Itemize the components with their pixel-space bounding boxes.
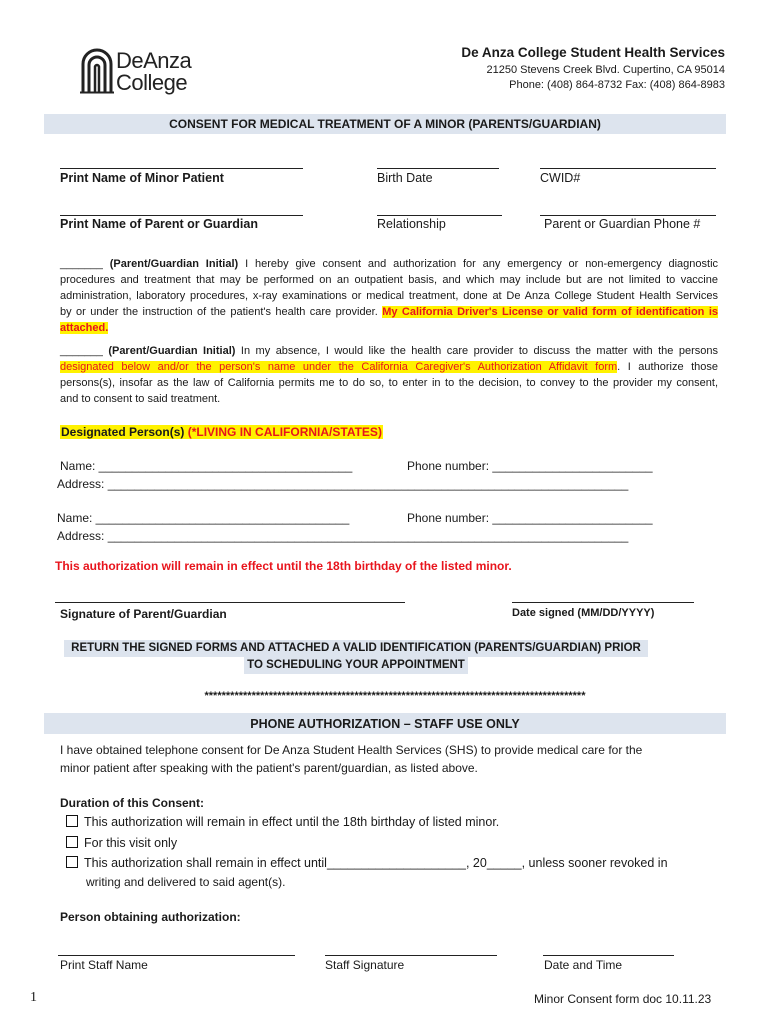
org-address: 21250 Stevens Creek Blvd. Cupertino, CA 95014 <box>486 64 725 76</box>
parent-signature-label: Signature of Parent/Guardian <box>60 607 227 621</box>
checkbox-icon[interactable] <box>66 856 78 868</box>
logo-text-line2: College <box>116 70 188 95</box>
designated-heading-text: Designated Person(s) <box>61 425 185 439</box>
id-attached-highlight: My California Driver's License or valid form of identification is <box>382 306 718 318</box>
page-number: 1 <box>30 990 37 1005</box>
option1-label: This authorization will remain in effect until the 18th birthday of listed minor. <box>84 815 500 829</box>
option3-continuation: writing and delivered to said agent(s). <box>86 875 286 889</box>
parent-name-line[interactable] <box>60 215 303 216</box>
para1-line1: I hereby give consent and authorization for any emergency or non-emergency diagnostic <box>245 258 719 270</box>
date-time-line[interactable] <box>543 955 674 956</box>
college-logo <box>80 46 200 98</box>
initial-label-1: (Parent/Guardian Initial) <box>109 258 239 270</box>
minor-name-line[interactable] <box>60 168 303 169</box>
id-attached-highlight-2: attached. <box>60 322 109 334</box>
para1-line2: procedures and treatment that may be performed on an outpatient basis, and which may include but are not limited to vaccine <box>60 274 718 286</box>
caregiver-affidavit-highlight: designated below and/or the person's name under the California Caregiver's Authorization Affidavit form <box>60 361 618 373</box>
designated-phone-2[interactable]: Phone number: ________________________ <box>407 511 653 525</box>
page-title: CONSENT FOR MEDICAL TREATMENT OF A MINOR (PARENTS/GUARDIAN) <box>169 117 601 131</box>
parent-phone-label: Parent or Guardian Phone # <box>544 217 701 231</box>
consent-paragraph-2 <box>60 343 718 407</box>
relationship-line[interactable] <box>377 215 502 216</box>
initial-label-2: (Parent/Guardian Initial) <box>108 345 236 357</box>
para2-line3: persons(s), insofar as the law of California permits me to do so, to enter in to the decision, to convey to the provider my consent, <box>60 377 718 389</box>
cwid-line[interactable] <box>540 168 716 169</box>
minor-name-label: Print Name of Minor Patient <box>60 171 224 185</box>
option3-label: This authorization shall remain in effect until____________________, 20_____, unless sooner revoked in <box>84 856 668 870</box>
designated-name-2[interactable]: Name: ______________________________________ <box>57 511 350 525</box>
option-this-visit[interactable] <box>66 836 177 850</box>
phone-auth-line1: I have obtained telephone consent for De Anza Student Health Services (SHS) to provide medical care for the <box>60 743 643 757</box>
designated-address-1[interactable]: Address: ______________________________________________________________________________ <box>57 477 629 491</box>
birth-date-line[interactable] <box>377 168 499 169</box>
para1-line4: by or under the instruction of the patient's health care provider. <box>60 306 378 318</box>
para1-line3: administration, laboratory procedures, x-ray examinations or medical treatment, done at De Anza College Student Health Services <box>60 290 718 302</box>
return-notice-line2: TO SCHEDULING YOUR APPOINTMENT <box>247 659 465 671</box>
phone-auth-line2: minor patient after speaking with the patient's parent/guardian, as listed above. <box>60 761 478 775</box>
phone-auth-title: PHONE AUTHORIZATION – STAFF USE ONLY <box>250 717 520 731</box>
parent-phone-line[interactable] <box>540 215 716 216</box>
org-name: De Anza College Student Health Services <box>461 45 725 60</box>
relationship-label: Relationship <box>377 217 446 231</box>
checkbox-icon[interactable] <box>66 815 78 827</box>
consent-paragraph-1 <box>60 256 718 336</box>
birth-date-label: Birth Date <box>377 171 433 185</box>
staff-signature-label: Staff Signature <box>325 958 405 972</box>
org-contact: Phone: (408) 864-8732 Fax: (408) 864-8983 <box>509 79 725 91</box>
date-time-label: Date and Time <box>544 958 623 972</box>
doc-id: Minor Consent form doc 10.11.23 <box>534 992 712 1006</box>
cwid-label: CWID# <box>540 171 581 185</box>
checkbox-icon[interactable] <box>66 836 78 848</box>
para2-line2-rest: . I authorize those <box>617 361 718 373</box>
separator-stars: ***************************************************************************************** <box>204 690 586 702</box>
initial-blank-2[interactable]: _______ <box>60 345 103 357</box>
arch-logo-icon <box>80 46 114 94</box>
staff-signature-line[interactable] <box>325 955 497 956</box>
logo-text-line1: DeAnza <box>116 48 192 73</box>
option-18th-birthday[interactable] <box>66 815 499 829</box>
date-signed-line[interactable] <box>512 602 694 603</box>
para2-line1: In my absence, I would like the health care provider to discuss the matter with the persons <box>240 345 719 357</box>
parent-signature-line[interactable] <box>55 602 405 603</box>
initial-blank-1[interactable]: _______ <box>60 258 103 270</box>
staff-name-line[interactable] <box>58 955 295 956</box>
person-obtaining-heading: Person obtaining authorization: <box>60 910 241 924</box>
designated-phone-1[interactable]: Phone number: ________________________ <box>407 459 653 473</box>
designated-heading <box>60 425 383 439</box>
authorization-note: This authorization will remain in effect until the 18th birthday of the listed minor. <box>55 559 512 573</box>
designated-address-2[interactable]: Address: ______________________________________________________________________________ <box>57 529 629 543</box>
designated-heading-red: (*LIVING IN CALIFORNIA/STATES) <box>187 425 382 439</box>
parent-name-label: Print Name of Parent or Guardian <box>60 217 258 231</box>
designated-name-1[interactable]: Name: ______________________________________ <box>60 459 353 473</box>
date-signed-label: Date signed (MM/DD/YYYY) <box>512 607 655 619</box>
staff-name-label: Print Staff Name <box>60 958 148 972</box>
duration-heading: Duration of this Consent: <box>60 796 204 810</box>
option2-label: For this visit only <box>84 836 178 850</box>
return-notice-line1: RETURN THE SIGNED FORMS AND ATTACHED A VALID IDENTIFICATION (PARENTS/GUARDIAN) PRIOR <box>71 642 641 654</box>
option-until-date[interactable] <box>66 856 668 870</box>
para2-line4: and to consent to said treatment. <box>60 393 221 405</box>
